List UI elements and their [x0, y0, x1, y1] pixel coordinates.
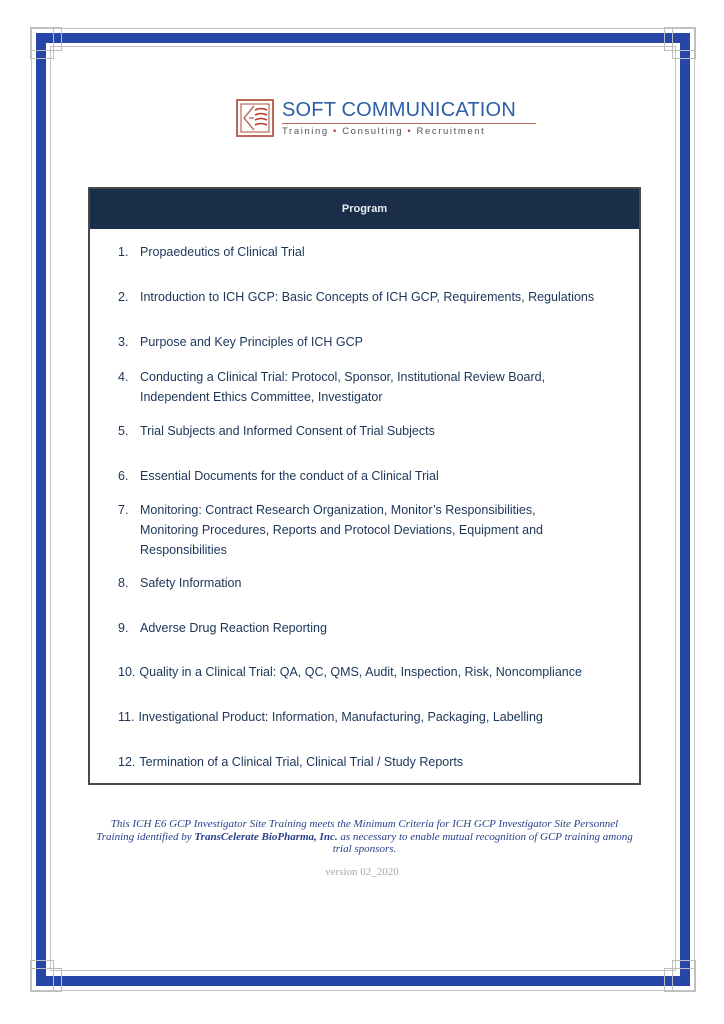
- item-text: Introduction to ICH GCP: Basic Concepts of ICH GCP, Requirements, Regulations: [140, 290, 595, 304]
- program-item: [118, 708, 608, 726]
- program-item: [118, 243, 610, 261]
- accreditation-note: [92, 818, 637, 856]
- corner-ornament-tl: [30, 27, 54, 51]
- corner-ornament-tl3: [30, 50, 54, 59]
- note-organization: TransCelerate BioPharma, Inc.: [194, 830, 338, 843]
- item-number: 12.: [118, 755, 136, 769]
- corner-ornament-br3: [672, 960, 696, 969]
- frame-right-bar: [680, 33, 690, 986]
- item-number: 3.: [118, 335, 129, 349]
- item-number: 8.: [118, 576, 129, 590]
- note-text-start: This ICH E6 GCP Investigator Site Training meets the Minimum Criteria for ICH GCP Investigator Site Personnel Training identified by: [96, 818, 619, 843]
- item-text: Trial Subjects and Informed Consent of Trial Subjects: [140, 424, 435, 438]
- program-item: [118, 288, 640, 306]
- item-text: Termination of a Clinical Trial, Clinical Trial / Study Reports: [139, 755, 464, 769]
- logo-divider: [282, 123, 536, 124]
- company-name: SOFT COMMUNICATION: [282, 98, 516, 121]
- program-item: [118, 753, 609, 771]
- item-text: Quality in a Clinical Trial: QA, QC, QMS, Audit, Inspection, Risk, Noncompliance: [139, 665, 582, 679]
- frame-top-bar: [36, 33, 690, 43]
- item-number: 11.: [118, 710, 135, 724]
- program-item: [118, 467, 610, 485]
- company-tagline: [282, 126, 536, 138]
- item-number: 7.: [118, 503, 129, 517]
- program-item: [118, 333, 610, 351]
- tagline-separator: •: [333, 125, 338, 137]
- item-number: 2.: [118, 290, 129, 304]
- corner-ornament-bl: [30, 968, 54, 992]
- item-text: Safety Information: [140, 576, 242, 590]
- corner-ornament-bl2: [53, 968, 62, 992]
- program-header: Program: [90, 189, 639, 229]
- corner-ornament-tl2: [53, 27, 62, 51]
- item-number: 4.: [118, 370, 129, 384]
- frame-left-bar: [36, 33, 46, 986]
- item-text: Adverse Drug Reaction Reporting: [140, 621, 327, 635]
- program-item: [118, 500, 590, 560]
- tagline-training: Training: [282, 125, 329, 137]
- tagline-consulting: Consulting: [342, 125, 404, 137]
- program-item: [118, 422, 610, 440]
- corner-ornament-br: [672, 968, 696, 992]
- program-table: [88, 187, 641, 785]
- corner-ornament-tr2: [664, 27, 673, 51]
- program-item: [118, 619, 610, 637]
- item-text: Investigational Product: Information, Manufacturing, Packaging, Labelling: [138, 710, 543, 724]
- item-number: 9.: [118, 621, 129, 635]
- item-number: 6.: [118, 469, 129, 483]
- company-logo: [236, 96, 536, 140]
- item-text: Propaedeutics of Clinical Trial: [140, 245, 305, 259]
- corner-ornament-br2: [664, 968, 673, 992]
- program-item: [118, 574, 610, 592]
- corner-ornament-bl3: [30, 960, 54, 969]
- frame-bottom-bar: [36, 976, 690, 986]
- item-text: Conducting a Clinical Trial: Protocol, Sponsor, Institutional Review Board, Independent Ethics Committee, Investigator: [140, 370, 546, 404]
- item-text: Monitoring: Contract Research Organization, Monitor’s Responsibilities, Monitoring Procedures, Reports and Protocol Deviations, Equipment and Responsibilities: [140, 503, 543, 557]
- logo-mark-icon: [236, 99, 274, 137]
- item-text: Essential Documents for the conduct of a Clinical Trial: [140, 469, 439, 483]
- item-text: Purpose and Key Principles of ICH GCP: [140, 335, 364, 349]
- corner-ornament-tr3: [672, 50, 696, 59]
- item-number: 5.: [118, 424, 129, 438]
- corner-ornament-tr: [672, 27, 696, 51]
- program-item: [118, 367, 590, 407]
- tagline-recruitment: Recruitment: [416, 125, 486, 137]
- item-number: 1.: [118, 245, 129, 259]
- note-text-end: as necessary to enable mutual recognition of GCP training among trial sponsors.: [332, 830, 633, 855]
- item-number: 10.: [118, 665, 136, 679]
- tagline-separator: •: [407, 125, 413, 137]
- version-label: version 02_2020: [325, 866, 399, 878]
- program-item: [118, 663, 629, 681]
